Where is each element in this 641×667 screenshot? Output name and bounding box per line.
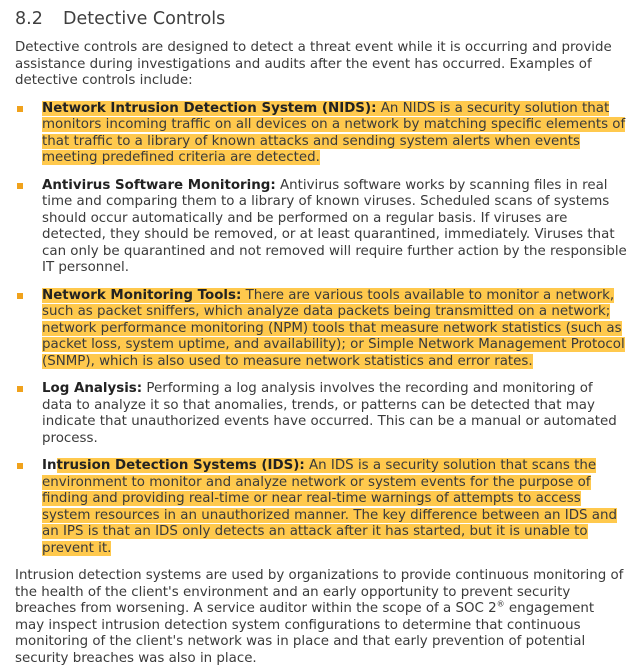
- bullet-icon: [17, 183, 23, 189]
- section-heading: [15, 6, 627, 32]
- item-text: An NIDS is a security solution that monitors incoming traffic on all devices on a network by matching specific elements of that traffic to a library of known attacks and sending system alerts when events meeting predefined criteria are detected.: [42, 100, 626, 165]
- bullet-icon: [17, 293, 23, 299]
- closing-paragraph: [15, 568, 627, 667]
- intro-paragraph: Detective controls are designed to detect a threat event while it is occurring and provide assistance during investigations and audits after the event has occurred. Examples of detective controls include:: [15, 40, 612, 88]
- item-term: Antivirus Software Monitoring:: [42, 177, 276, 193]
- bullet-icon: [17, 386, 23, 392]
- item-text: There are various tools available to monitor a network, such as packet sniffers, which analyze data packets being transmitted on a network; network performance monitoring (NPM) tools that measure network statistics (such as packet loss, system uptime, and availability); or Simple Network Management Protocol (SNMP), which is also used to measure network statistics and error rates.: [42, 287, 625, 369]
- highlight: [42, 101, 625, 166]
- list-item: [15, 288, 627, 371]
- item-text: An IDS is a security solution that scans the environment to monitor and analyze network or system events for the purpose of finding and providing real-time or near real-time warnings of attempts to access system resources in an unauthorized manner. The key difference between an IDS and an IPS is that an IDS only detects an attack after it has started, but it is unable to prevent it.: [42, 458, 617, 556]
- highlight: [42, 458, 617, 556]
- item-term: trusion Detection Systems (IDS):: [56, 458, 305, 473]
- item-term: Log Analysis:: [42, 381, 143, 396]
- item-term-plain: In: [42, 458, 57, 473]
- item-text: Antivirus software works by scanning files in real time and comparing them to a library of known viruses. Scheduled scans of systems should occur automatically and be performed on a regular basis. If viruses are detected, they should be removed, or at least quarantined, immediately. Viruses that can only be quarantined and not removed will require further action by the responsible IT personnel.: [42, 177, 627, 275]
- bullet-icon: [17, 463, 23, 469]
- registered-mark: ®: [496, 599, 505, 609]
- section-number: 8.2: [15, 9, 43, 29]
- bullet-icon: [17, 106, 23, 112]
- list-item: [15, 458, 627, 557]
- detective-controls-list: [15, 101, 627, 558]
- list-item: [15, 381, 627, 447]
- item-term: Network Intrusion Detection System (NIDS):: [42, 100, 377, 116]
- item-term: Network Monitoring Tools:: [42, 287, 242, 303]
- item-text: Performing a log analysis involves the recording and monitoring of data to analyze it so that anomalies, trends, or patterns can be detected that may indicate that unauthorized events have occurred. This can be a manual or automated process.: [42, 381, 617, 446]
- list-item: [15, 178, 627, 277]
- closing-text-end: engagement may inspect intrusion detection system configurations to determine that continuous monitoring of the client's network was in place and that early prevention of potential security breaches was also in place.: [15, 601, 595, 666]
- closing-text-start: Intrusion detection systems are used by organizations to provide continuous monitoring of the health of the client's environment and an early opportunity to prevent security breaches from worsening. A service auditor within the scope of a SOC 2: [15, 568, 624, 616]
- highlight: [42, 288, 625, 369]
- list-item: [15, 101, 627, 167]
- document-page: [15, 6, 627, 667]
- section-title: Detective Controls: [63, 9, 226, 29]
